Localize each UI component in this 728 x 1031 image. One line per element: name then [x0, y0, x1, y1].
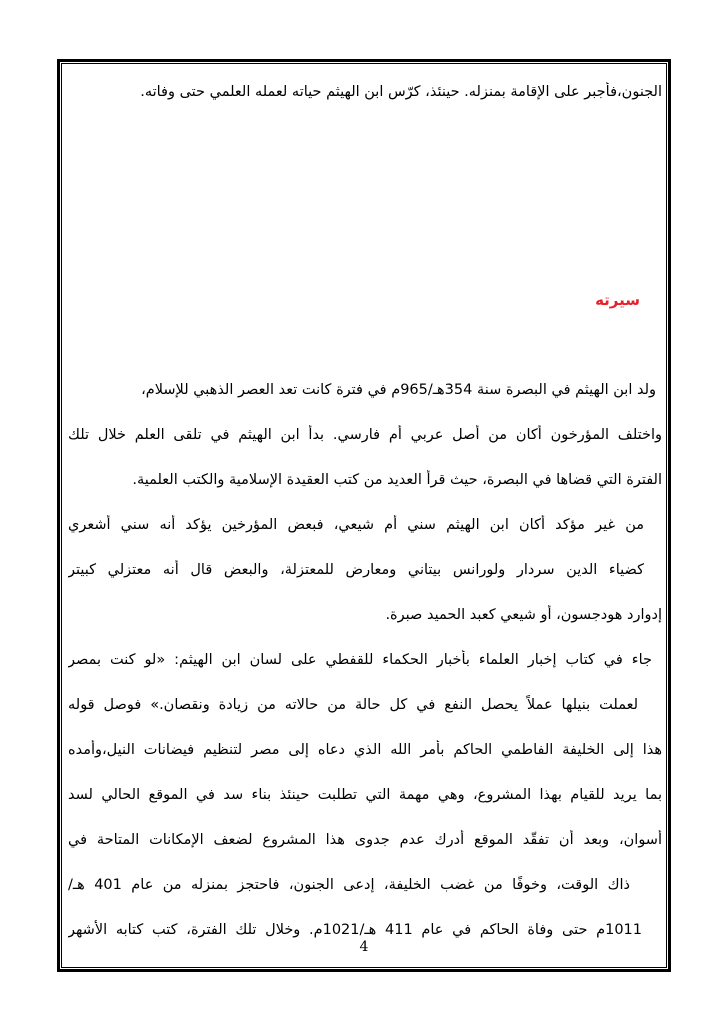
paragraph-line: جاء في كتاب إخبار العلماء بأخبار الحكماء للقفطي على لسان ابن الهيثم: «لو كنت بمصر: [68, 652, 652, 668]
paragraph-line: بما يريد للقيام بهذا المشروع، وهي مهمة التي تطلبت حينئذ بناء سد في الموقع الحالي لسد: [68, 787, 662, 803]
paragraph-line: 1011م حتى وفاة الحاكم في عام 411 هـ/1021م. وخلال تلك الفترة، كتب كتابه الأشهر: [68, 922, 642, 938]
paragraph-line: إدوارد هودجسون، أو شيعي كعبد الحميد صبرة.: [385, 607, 662, 623]
paragraph-line: ذاك الوقت، وخوفًا من غضب الخليفة، إدعى الجنون، فاحتجز بمنزله من عام 401 هـ/: [68, 877, 630, 893]
paragraph-line: الفترة التي قضاها في البصرة، حيث قرأ العديد من كتب العقيدة الإسلامية والكتب العلمية.: [132, 472, 662, 488]
paragraph-line: أسوان، وبعد أن تفقّد الموقع أدرك عدم جدوى هذا المشروع لضعف الإمكانات المتاحة في: [68, 832, 662, 848]
paragraph-line: هذا إلى الخليفة الفاطمي الحاكم بأمر الله الذي دعاه إلى مصر لتنظيم فيضانات النيل،وأمده: [68, 742, 662, 758]
paragraph-line: كضياء الدين سردار ولورانس بيتاني ومعارض للمعتزلة، والبعض قال أنه معتزلي كبيتر: [68, 562, 644, 578]
section-heading: سيرته: [595, 291, 640, 309]
page-number: 4: [359, 939, 369, 955]
top-text-line: الجنون،فأُجبر على الإقامة بمنزله. حينئذ، كرّس ابن الهيثم حياته لعمله العلمي حتى وفاته.: [140, 84, 662, 100]
paragraph-line: ولد ابن الهيثم في البصرة سنة 354هـ/965م في فترة كانت تعد العصر الذهبي للإسلام،: [141, 382, 656, 398]
paragraph-line: لعملت بنيلها عملاً يحصل النفع في كل حالة من حالاته من زيادة ونقصان.» فوصل قوله: [68, 697, 638, 713]
paragraph-line: من غير مؤكد أكان ابن الهيثم سني أم شيعي، فبعض المؤرخين يؤكد أنه سني أشعري: [68, 517, 644, 533]
paragraph-line: واختلف المؤرخون أكان من أصل عربي أم فارسي. بدأ ابن الهيثم في تلقى العلم خلال تلك: [68, 427, 662, 443]
